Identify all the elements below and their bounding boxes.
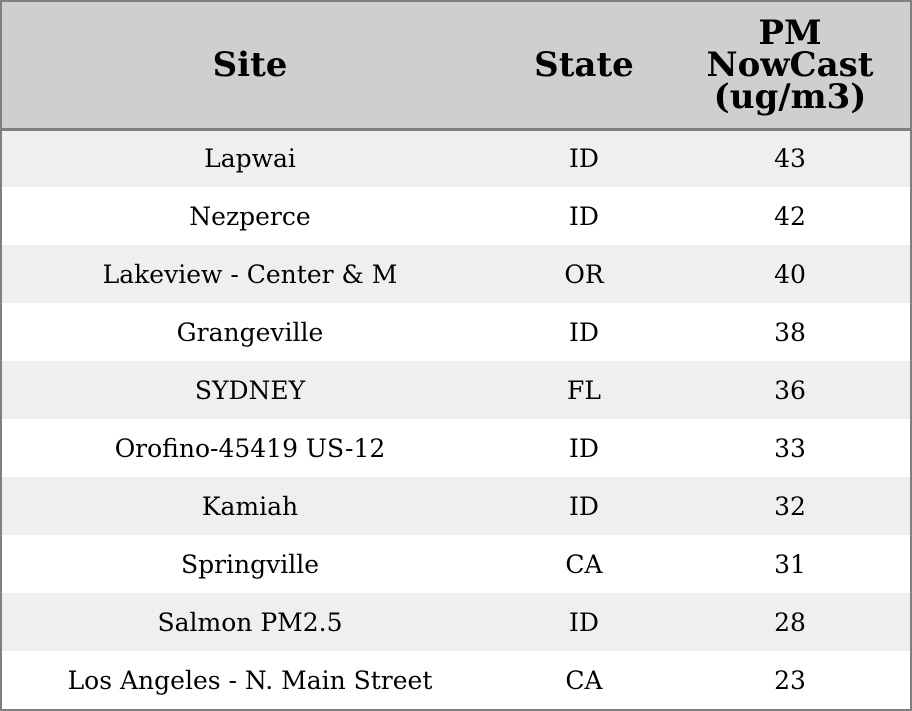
table-body [2, 129, 910, 709]
cell-site: Los Angeles - N. Main Street [67, 665, 433, 695]
cell-pm: 28 [774, 607, 806, 637]
cell-site: Springville [180, 549, 320, 579]
cell-state: FL [567, 375, 601, 405]
cell-pm: 43 [774, 144, 806, 174]
table-row [2, 419, 910, 477]
table-row [2, 187, 910, 245]
table-row [2, 129, 910, 187]
cell-pm: 31 [774, 549, 806, 579]
cell-state: ID [569, 607, 599, 637]
cell-state: OR [564, 259, 604, 289]
cell-site: Orofino-45419 US-12 [114, 433, 386, 463]
cell-state: ID [569, 144, 599, 174]
pm-nowcast-table [2, 2, 910, 709]
cell-site: Kamiah [201, 491, 299, 521]
cell-state: ID [569, 317, 599, 347]
header-row [2, 2, 910, 129]
cell-pm: 40 [774, 259, 806, 289]
table-row [2, 593, 910, 651]
cell-state: ID [569, 201, 599, 231]
cell-pm: 32 [774, 491, 806, 521]
cell-pm: 38 [774, 317, 806, 347]
cell-pm: 36 [774, 375, 806, 405]
table-row [2, 245, 910, 303]
table-header [2, 2, 910, 129]
cell-state: CA [565, 665, 603, 695]
cell-site: SYDNEY [194, 375, 306, 405]
cell-pm: 33 [774, 433, 806, 463]
table-row [2, 477, 910, 535]
cell-pm: 23 [774, 665, 806, 695]
table-row [2, 303, 910, 361]
cell-state: ID [569, 433, 599, 463]
column-header-state: State [498, 2, 670, 129]
cell-site: Lapwai [204, 144, 296, 174]
table-row [2, 361, 910, 419]
cell-site: Salmon PM2.5 [157, 607, 343, 637]
cell-state: ID [569, 491, 599, 521]
cell-site: Grangeville [176, 317, 324, 347]
cell-pm: 42 [774, 201, 806, 231]
cell-state: CA [565, 549, 603, 579]
column-header-site: Site [2, 2, 498, 129]
table-row [2, 535, 910, 593]
cell-site: Nezperce [189, 201, 311, 231]
cell-site: Lakeview - Center & M [102, 259, 398, 289]
table-row [2, 651, 910, 709]
column-header-pm-nowcast: PM NowCast (ug/m3) [670, 2, 910, 129]
